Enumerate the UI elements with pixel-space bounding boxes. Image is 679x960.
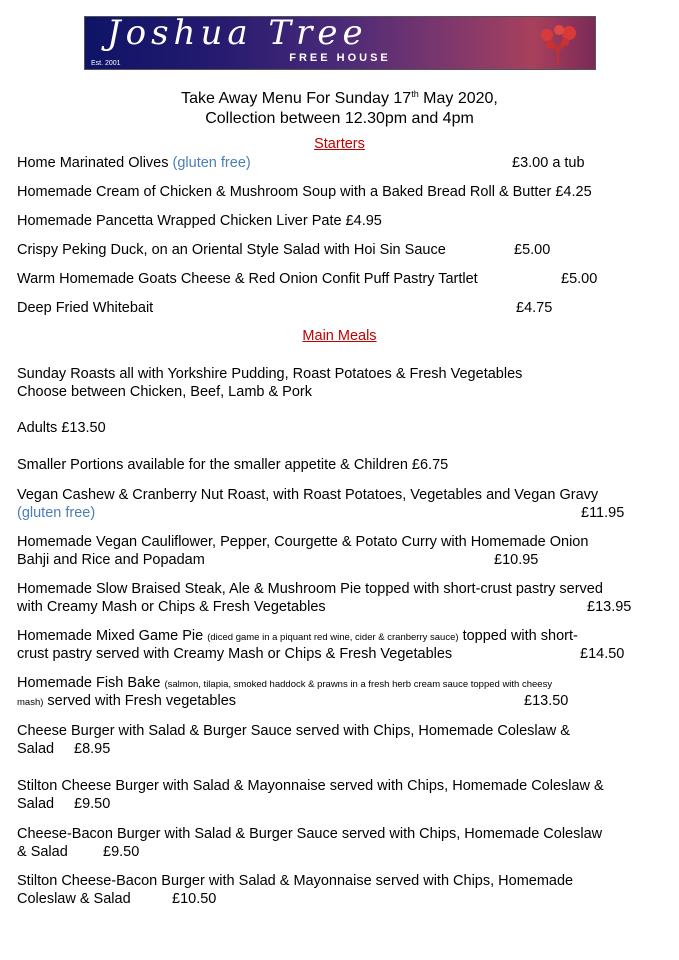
main-item-line-2: Salad — [17, 796, 55, 812]
main-price: £11.95 — [581, 505, 625, 521]
main-price: £9.50 — [103, 844, 140, 860]
main-item-line-2: Coleslaw & Salad — [17, 891, 131, 907]
main-price: £13.50 — [524, 693, 569, 709]
gluten-free-label: (gluten free) — [172, 155, 251, 171]
starter-item: Homemade Cream of Chicken & Mushroom Soup with a Baked Bread Roll & Butter £4.25 — [17, 184, 592, 200]
main-price: £9.50 — [74, 796, 111, 812]
section-title-main-meals: Main Meals — [302, 328, 377, 344]
main-price: £14.50 — [580, 646, 625, 662]
main-item-line-2: Bahji and Rice and Popadam — [17, 552, 205, 568]
main-item: Stilton Cheese Burger with Salad & Mayonnaise served with Chips, Homemade Coleslaw & — [17, 778, 604, 794]
starter-item: Homemade Pancetta Wrapped Chicken Liver Pate £4.95 — [17, 213, 382, 229]
heading-line-1: Take Away Menu For Sunday 17th May 2020, — [181, 89, 498, 107]
main-item-line-2: crust pastry served with Creamy Mash or Chips & Fresh Vegetables — [17, 646, 453, 662]
main-item: Homemade Slow Braised Steak, Ale & Mushroom Pie topped with short-crust pastry served — [17, 581, 603, 597]
starter-item: Deep Fried Whitebait — [17, 300, 154, 316]
gluten-free-label: (gluten free) — [17, 505, 96, 521]
main-item-line-2: Salad — [17, 741, 55, 757]
logo-banner — [84, 16, 596, 70]
starter-item: Crispy Peking Duck, on an Oriental Style Salad with Hoi Sin Sauce — [17, 242, 446, 258]
menu-heading — [0, 84, 679, 129]
main-price: £13.95 — [587, 599, 632, 615]
starter-item: Warm Homemade Goats Cheese & Red Onion Confit Puff Pastry Tartlet — [17, 271, 478, 287]
roast-smaller-portions: Smaller Portions available for the smaller appetite & Children £6.75 — [17, 457, 449, 473]
starter-price: £5.00 — [514, 242, 551, 258]
main-price: £8.95 — [74, 741, 111, 757]
logo-name: Joshua Tree — [107, 16, 368, 53]
roast-choices: Choose between Chicken, Beef, Lamb & Pork — [17, 384, 312, 400]
main-item-line-2: mash) served with Fresh vegetables — [17, 693, 237, 709]
main-item-line-2: with Creamy Mash or Chips & Fresh Vegetables — [17, 599, 326, 615]
roast-description: Sunday Roasts all with Yorkshire Pudding, Roast Potatoes & Fresh Vegetables — [17, 366, 523, 382]
main-item: Homemade Vegan Cauliflower, Pepper, Courgette & Potato Curry with Homemade Onion — [17, 534, 589, 550]
main-price: £10.95 — [494, 552, 539, 568]
main-item: Stilton Cheese-Bacon Burger with Salad & Mayonnaise served with Chips, Homemade — [17, 873, 574, 889]
main-item: Cheese-Bacon Burger with Salad & Burger Sauce served with Chips, Homemade Coleslaw — [17, 826, 603, 842]
starter-price: £5.00 — [561, 271, 598, 287]
logo-established: Est. 2001 — [91, 60, 121, 67]
starter-item: Home Marinated Olives (gluten free) — [17, 155, 251, 171]
starter-price: £4.75 — [516, 300, 553, 316]
main-item: Cheese Burger with Salad & Burger Sauce served with Chips, Homemade Coleslaw & — [17, 723, 570, 739]
main-item-line-2: & Salad — [17, 844, 68, 860]
starter-price: £3.00 a tub — [512, 155, 585, 171]
main-item: Homemade Fish Bake (salmon, tilapia, smoked haddock & prawns in a fresh herb cream sauce topped with cheesy — [17, 675, 553, 691]
logo-subtitle: FREE HOUSE — [289, 52, 391, 64]
main-item: Vegan Cashew & Cranberry Nut Roast, with Roast Potatoes, Vegetables and Vegan Gravy — [17, 487, 599, 503]
tree-icon — [535, 21, 581, 67]
section-title-starters: Starters — [314, 136, 365, 152]
main-item: Homemade Mixed Game Pie (diced game in a piquant red wine, cider & cranberry sauce) topped with short- — [17, 628, 578, 644]
main-price: £10.50 — [172, 891, 217, 907]
heading-line-2: Collection between 12.30pm and 4pm — [205, 110, 474, 127]
roast-adults-price: Adults £13.50 — [17, 420, 106, 436]
